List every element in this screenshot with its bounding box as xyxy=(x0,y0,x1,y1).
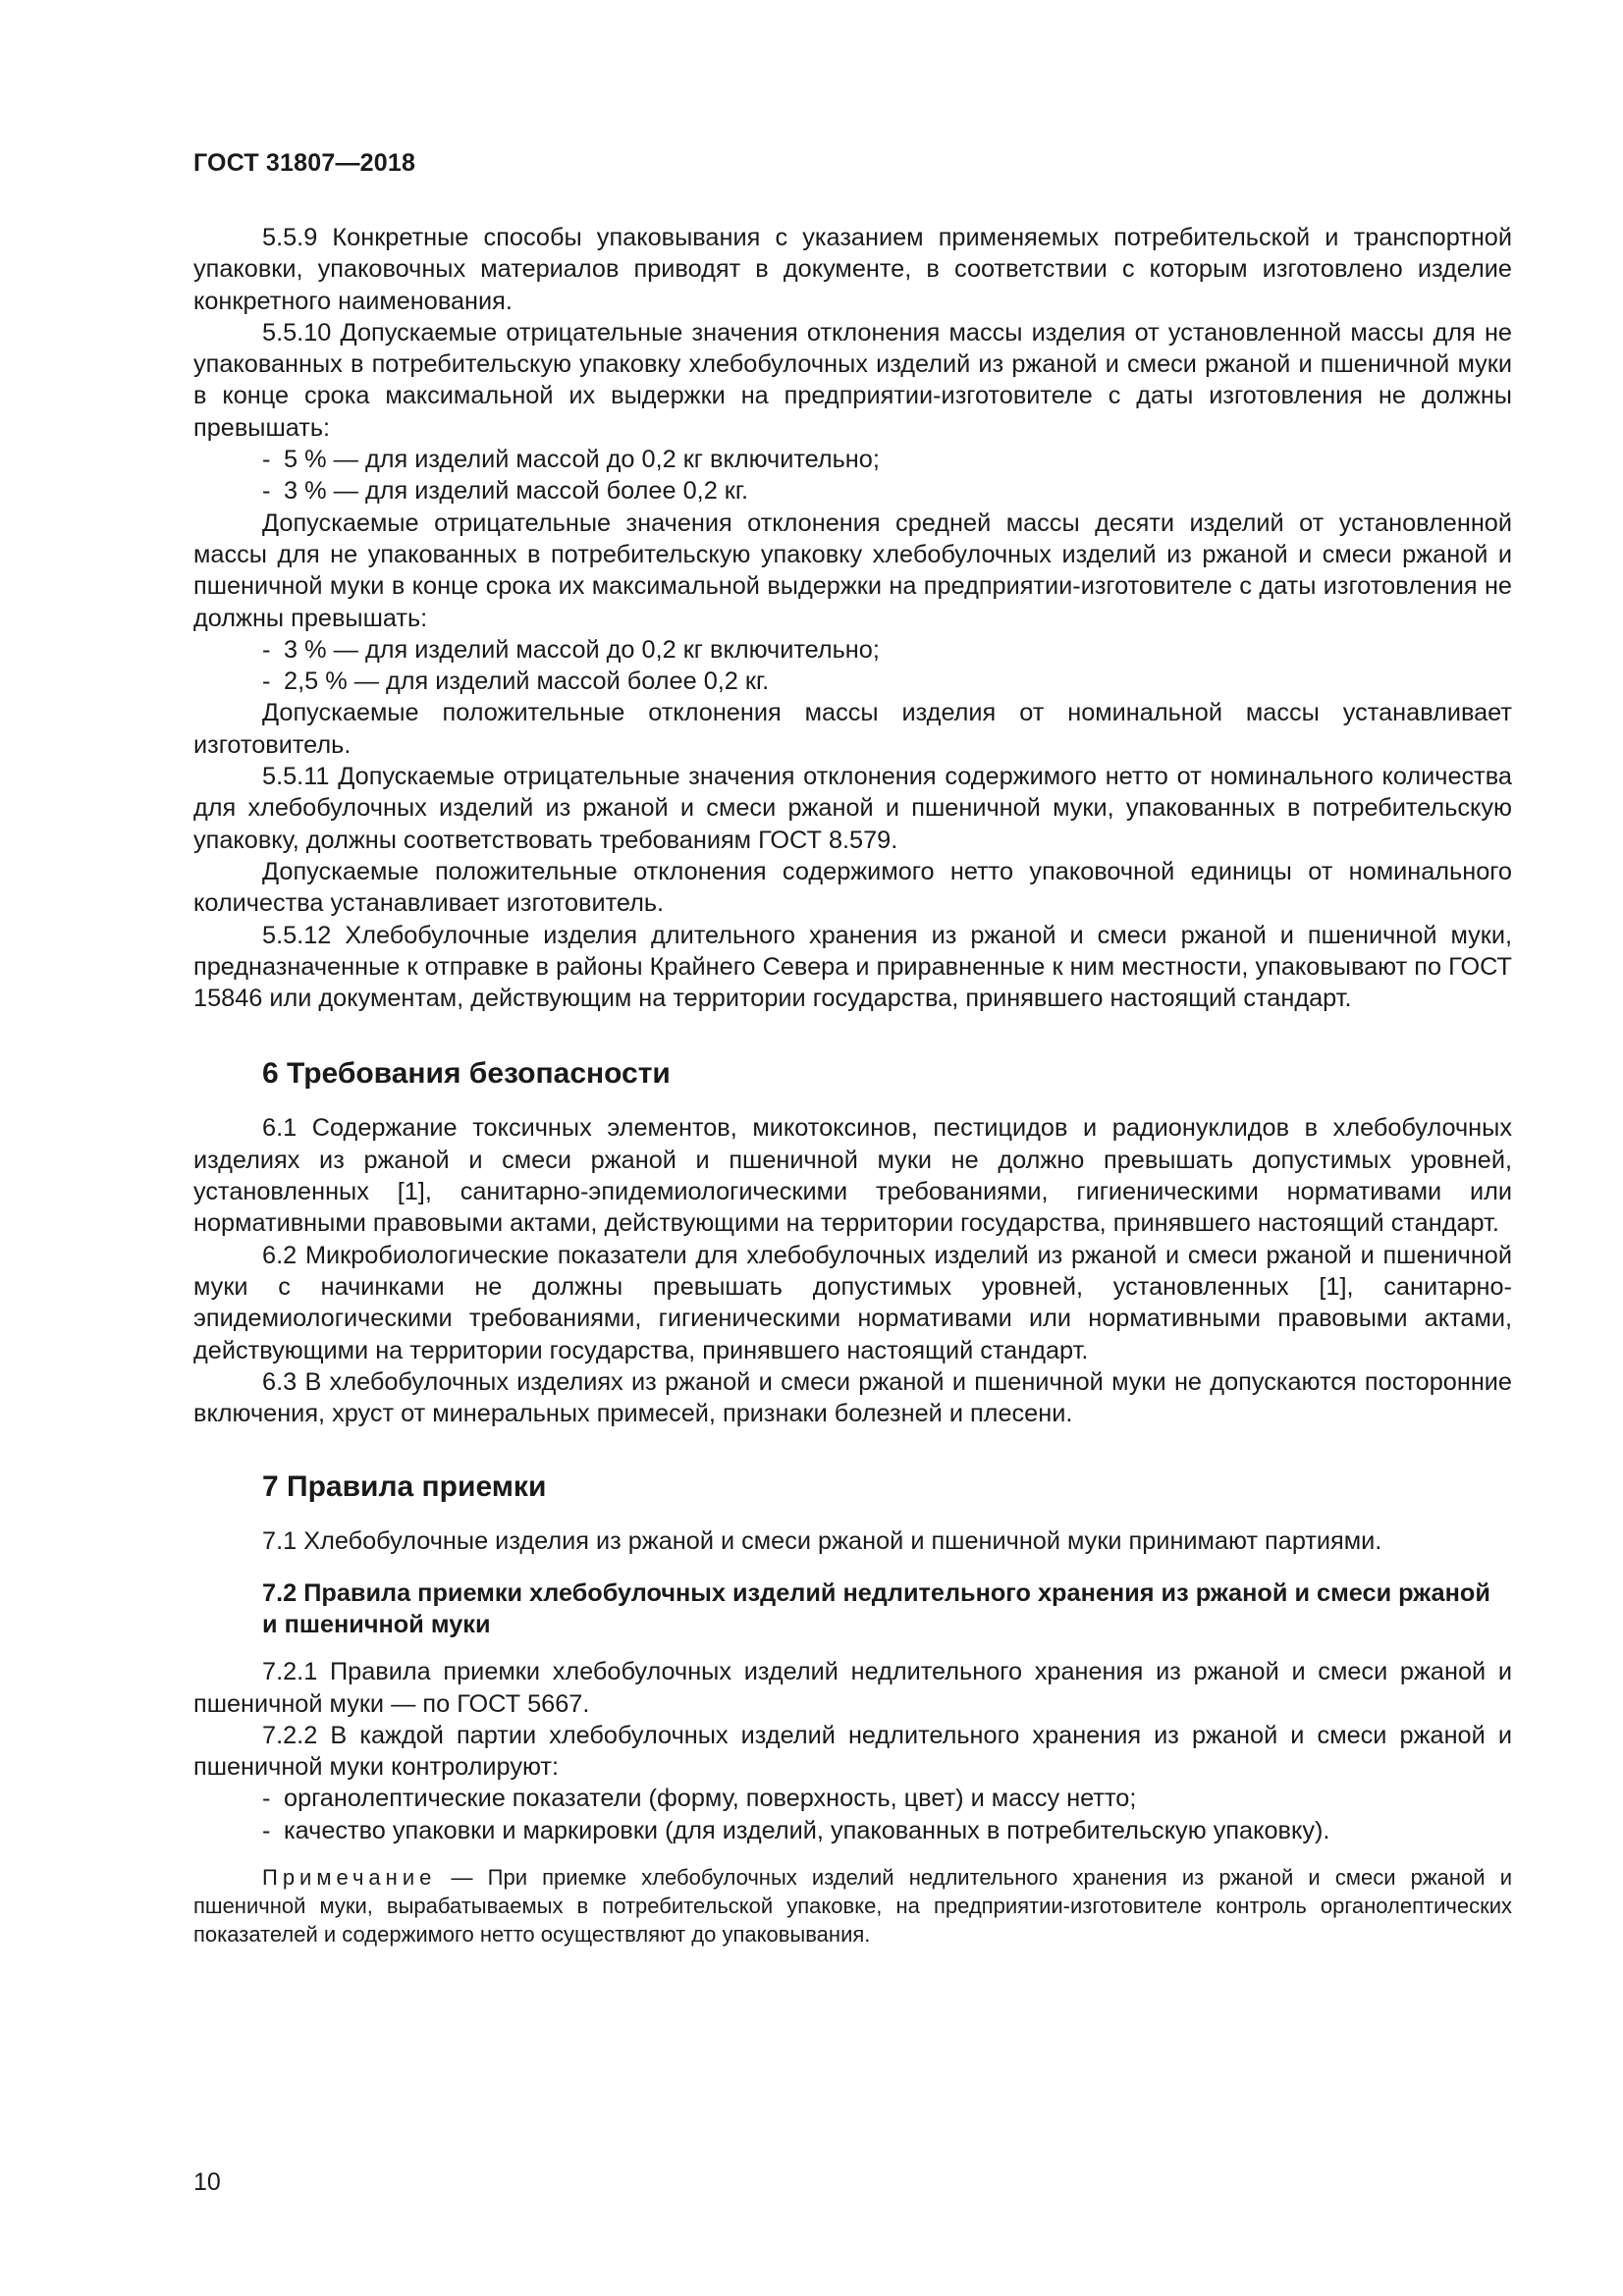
list-dash: - xyxy=(262,667,271,696)
list-item xyxy=(193,1783,1512,1814)
list-dash: - xyxy=(262,446,271,474)
paragraph-average-mass: Допускаемые отрицательные значения отклонения средней массы десяти изделий от установленной массы для не упакованных в потребительскую упаковку хлебобулочных изделий из ржаной и смеси ржаной и пшеничной муки в конце срока их максимальной выдержки на предприятии-изготовителе с даты изготовления не должны превышать: xyxy=(193,508,1512,632)
list-item-text: 5 % — для изделий массой до 0,2 кг включительно; xyxy=(284,446,880,474)
paragraph-5-5-9: 5.5.9 Конкретные способы упаковывания с указанием применяемых потребительской и транспортной упаковки, упаковочных материалов приводят в документе, в соответствии с которым изготовлено изделие конкретного наименования. xyxy=(193,224,1512,315)
list-item-text: органолептические показатели (форму, поверхность, цвет) и массу нетто; xyxy=(284,1785,1137,1813)
paragraph-7-2-1: 7.2.1 Правила приемки хлебобулочных изделий недлительного хранения из ржаной и смеси ржаной и пшеничной муки — по ГОСТ 5667. xyxy=(193,1658,1512,1718)
paragraph-5-5-11: 5.5.11 Допускаемые отрицательные значения отклонения содержимого нетто от номинального количества для хлебобулочных изделий из ржаной и смеси ржаной и пшеничной муки, упакованных в потребительскую упаковку, должны соответствовать требованиям ГОСТ 8.579. xyxy=(193,763,1512,854)
paragraph-7-2-2: 7.2.2 В каждой партии хлебобулочных изделий недлительного хранения из ржаной и смеси ржаной и пшеничной муки контролируют: xyxy=(193,1721,1512,1782)
list-item xyxy=(193,1815,1512,1846)
paragraph-positive-mass: Допускаемые положительные отклонения массы изделия от номинальной массы устанавливает изготовитель. xyxy=(193,699,1512,759)
section-heading-6: 6 Требования безопасности xyxy=(262,1057,671,1091)
paragraph-6-2: 6.2 Микробиологические показатели для хлебобулочных изделий из ржаной и смеси ржаной и пшеничной муки с начинками не должны превышать допустимых уровней, установленных [1], санитарно-эпидемиологическими требованиями, гигиеническими нормативами или нормативными правовыми актами, действующими на территории государства, принявшего настоящий стандарт. xyxy=(193,1241,1512,1364)
list-item-text: 2,5 % — для изделий массой более 0,2 кг. xyxy=(284,667,770,696)
list-item xyxy=(193,666,1512,697)
paragraph-5-5-12: 5.5.12 Хлебобулочные изделия длительного хранения из ржаной и смеси ржаной и пшеничной муки, предназначенные к отправке в районы Крайнего Севера и приравненные к ним местности, упаковывают по ГОСТ 15846 или документам, действующим на территории государства, принявшего настоящий стандарт. xyxy=(193,921,1512,1013)
note-label: Примечание xyxy=(262,1865,437,1891)
subsection-heading-7-2: 7.2 Правила приемки хлебобулочных изделий недлительного хранения из ржаной и смеси ржаной и пшеничной муки xyxy=(262,1578,1490,1638)
page-number: 10 xyxy=(193,2168,221,2196)
paragraph-6-1: 6.1 Содержание токсичных элементов, микотоксинов, пестицидов и радионуклидов в хлебобулочных изделиях из ржаной и смеси ржаной и пшеничной муки не должно превышать допустимых уровней, установленных [1], санитарно-эпидемиологическими требованиями, гигиеническими нормативами или нормативными правовыми актами, действующими на территории государства, принявшего настоящий стандарт. xyxy=(193,1114,1512,1238)
document-code-header: ГОСТ 31807—2018 xyxy=(193,149,416,177)
paragraph-6-3: 6.3 В хлебобулочных изделиях из ржаной и смеси ржаной и пшеничной муки не допускаются посторонние включения, хруст от минеральных примесей, признаки болезней и плесени. xyxy=(193,1367,1512,1428)
list-item xyxy=(193,634,1512,666)
paragraph-positive-net: Допускаемые положительные отклонения содержимого нетто упаковочной единицы от номинального количества устанавливает изготовитель. xyxy=(193,857,1512,918)
list-dash: - xyxy=(262,1816,271,1844)
paragraph-5-5-10: 5.5.10 Допускаемые отрицательные значения отклонения массы изделия от установленной массы для не упакованных в потребительскую упаковку хлебобулочных изделий из ржаной и смеси ржаной и пшеничной муки в конце срока максимальной их выдержки на предприятии-изготовителе с даты изготовления не должны превышать: xyxy=(193,318,1512,442)
list-item-text: 3 % — для изделий массой до 0,2 кг включительно; xyxy=(284,635,880,664)
list-item xyxy=(193,475,1512,507)
list-item-text: качество упаковки и маркировки (для изделий, упакованных в потребительскую упаковку). xyxy=(284,1816,1330,1844)
section-heading-7: 7 Правила приемки xyxy=(262,1470,547,1504)
list-dash: - xyxy=(262,635,271,664)
note-text: — При приемке хлебобулочных изделий недлительного хранения из ржаной и смеси ржаной и пшеничной муки, вырабатываемых в потребительской упаковке, на предприятии-изготовителе контроль органолептических показателей и содержимого нетто осуществляют до упаковывания. xyxy=(193,1865,1512,1948)
paragraph-7-1: 7.1 Хлебобулочные изделия из ржаной и смеси ржаной и пшеничной муки принимают партиями. xyxy=(262,1527,1382,1556)
list-item xyxy=(193,444,1512,475)
list-dash: - xyxy=(262,1785,271,1813)
page-content xyxy=(193,222,1512,1949)
list-item-text: 3 % — для изделий массой более 0,2 кг. xyxy=(284,477,749,506)
note xyxy=(193,1863,1512,1949)
list-dash: - xyxy=(262,477,271,506)
